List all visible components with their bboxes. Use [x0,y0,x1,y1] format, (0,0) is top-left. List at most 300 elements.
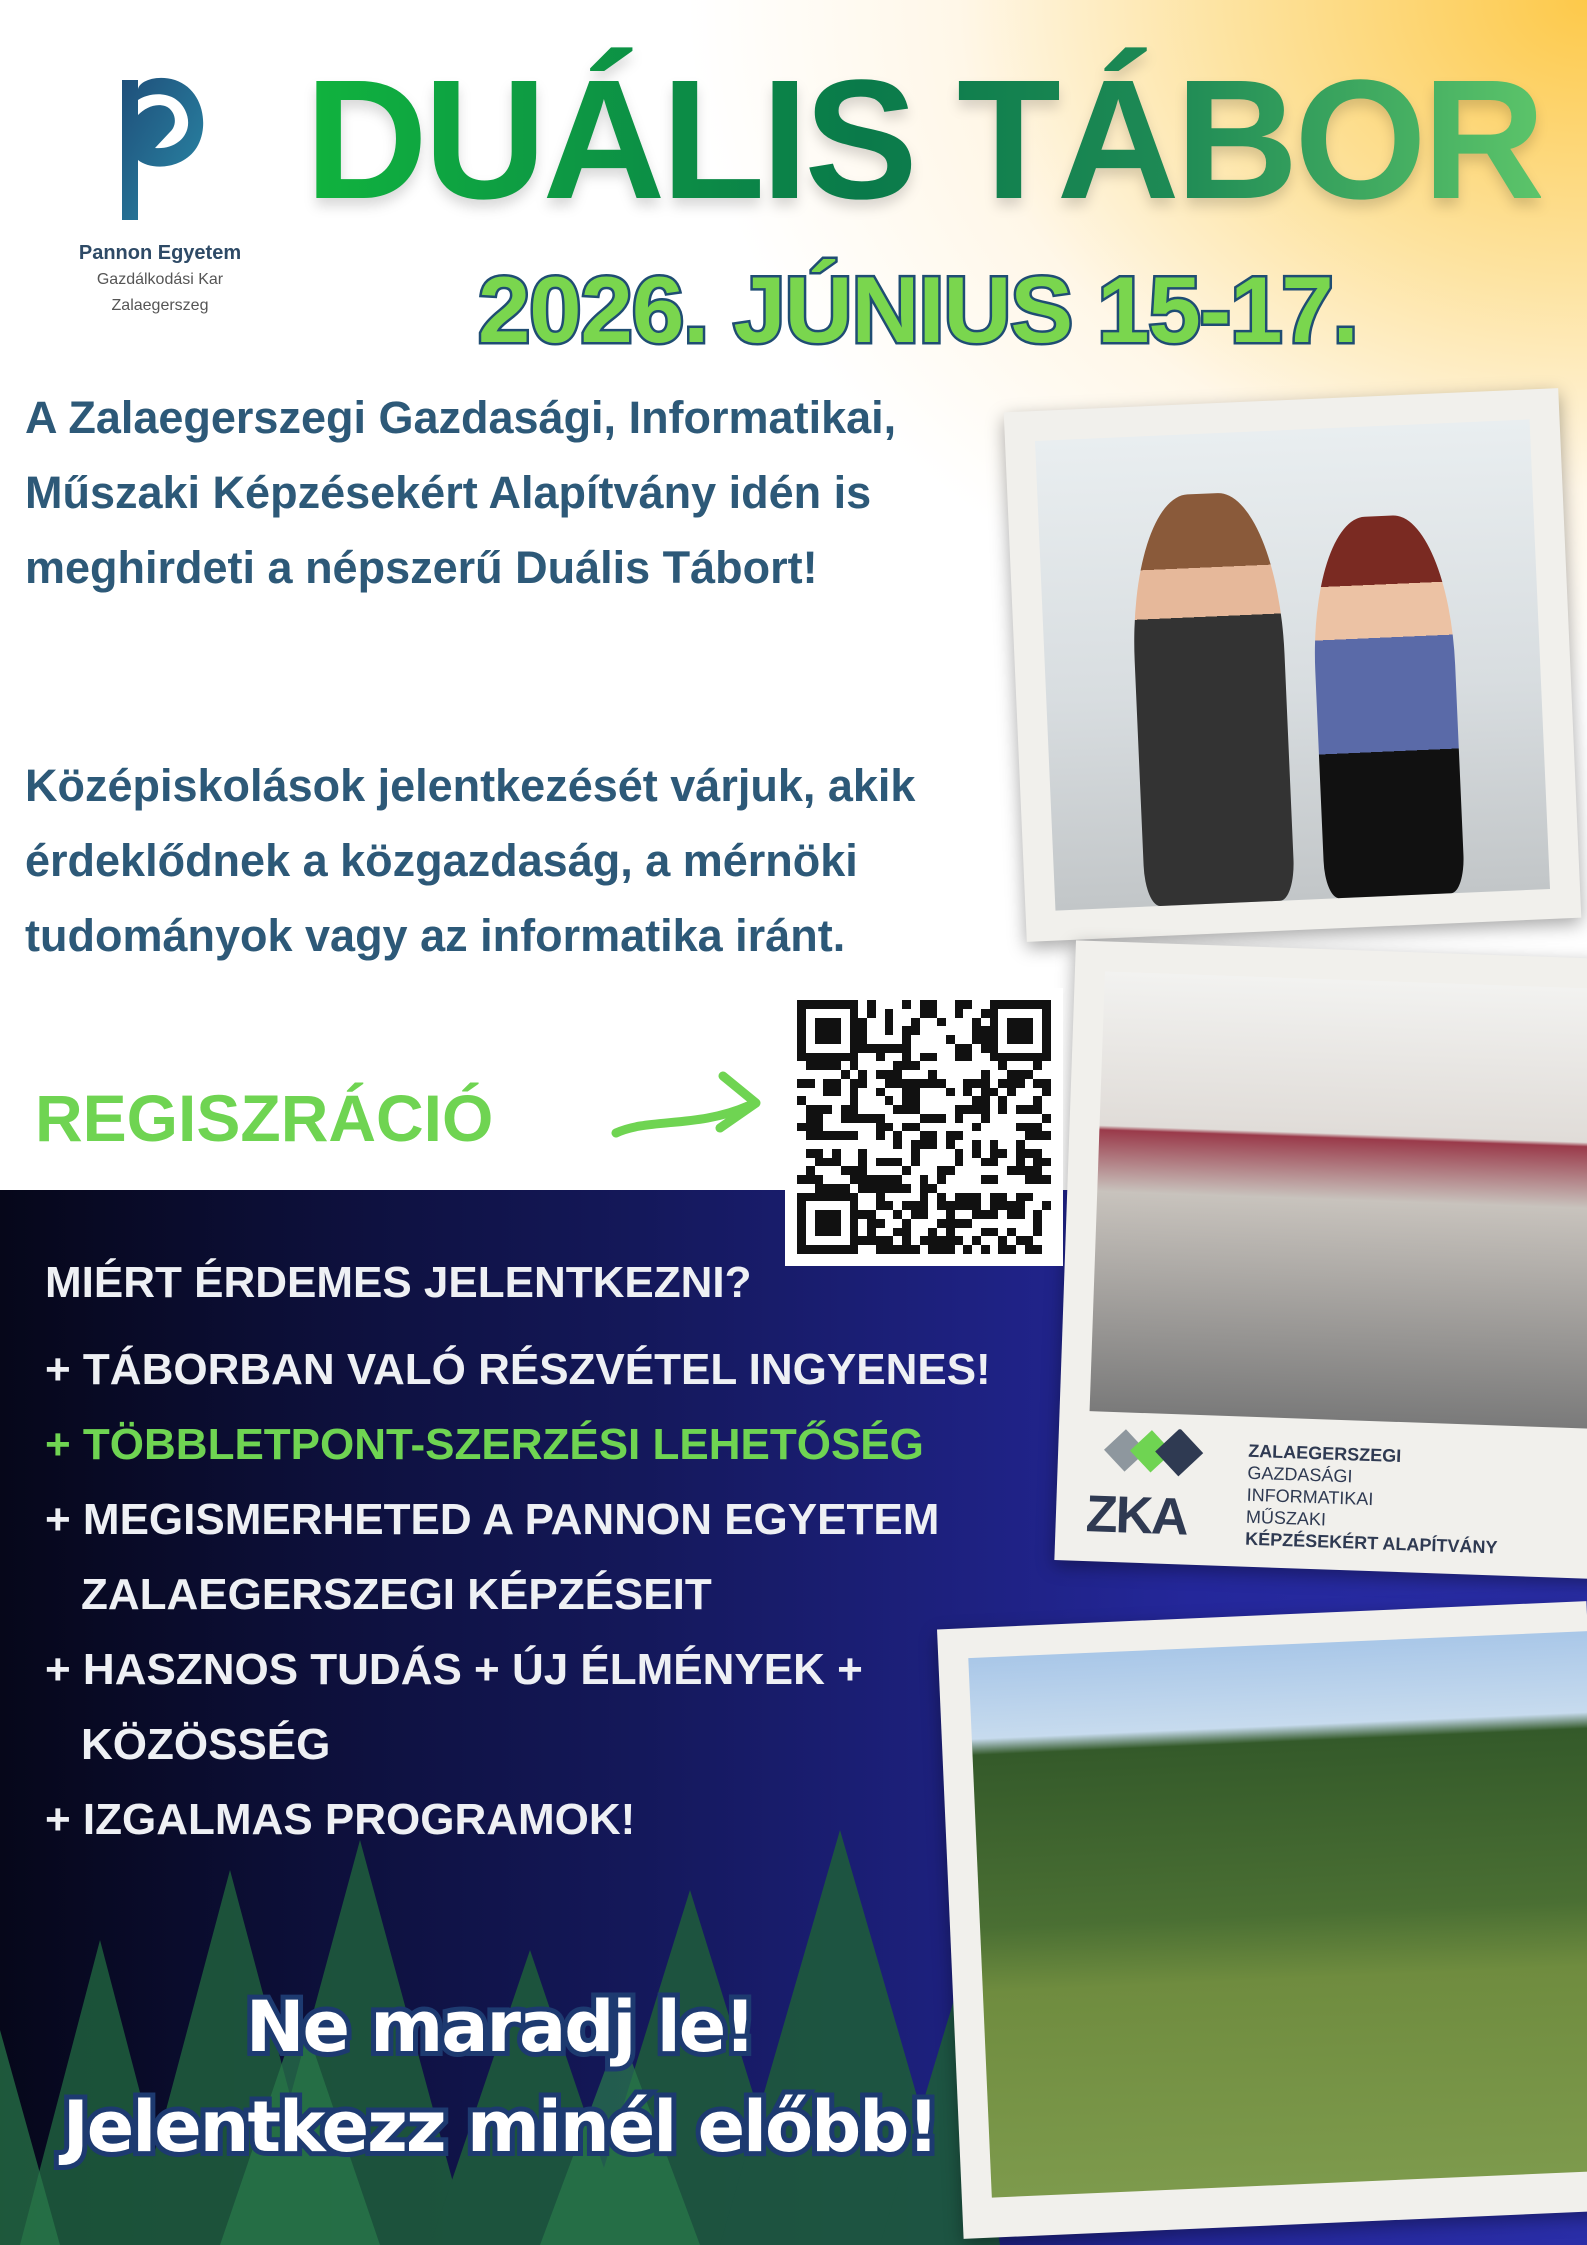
qr-module [1016,1193,1025,1202]
qr-module [858,1175,867,1184]
qr-module [823,1000,832,1009]
qr-module [972,1096,981,1105]
qr-module [981,1158,990,1167]
qr-module [1033,1123,1042,1132]
qr-module [911,1105,920,1114]
qr-module [1033,1061,1042,1070]
qr-module [797,1044,806,1053]
qr-module [1016,1236,1025,1245]
qr-module [955,1114,964,1123]
qr-module [1025,1026,1034,1035]
qr-module [1042,1114,1051,1123]
intro-paragraph-2: Középiskolások jelentkezését várjuk, akik érdeklődnek a közgazdaság, a mérnöki tudományok vagy az informatika iránt. [25,760,916,961]
qr-module [920,1079,929,1088]
pannon-p-icon [110,70,210,220]
qr-module [797,1009,806,1018]
qr-module [867,1219,876,1228]
qr-module [832,1149,841,1158]
qr-module [937,1219,946,1228]
photo-tug-of-war [937,1601,1587,2239]
qr-module [806,1193,815,1202]
qr-module [815,1035,824,1044]
qr-module [850,1035,859,1044]
qr-module [850,1088,859,1097]
qr-module [876,1193,885,1202]
qr-module [876,1053,885,1062]
qr-module [920,1184,929,1193]
qr-module [1007,1000,1016,1009]
qr-module [990,1053,999,1062]
qr-module [998,1149,1007,1158]
qr-module [1042,1158,1051,1167]
qr-module [823,1018,832,1027]
qr-module [963,1088,972,1097]
qr-module [981,1009,990,1018]
qr-module [815,1175,824,1184]
qr-module [955,1236,964,1245]
qr-module [972,1236,981,1245]
qr-module [990,1044,999,1053]
photo-two-students [1004,388,1582,942]
qr-module [850,1105,859,1114]
qr-module [902,1105,911,1114]
qr-module [946,1140,955,1149]
qr-module [911,1158,920,1167]
zka-line: ZALAEGERSZEGI [1247,1440,1402,1467]
qr-module [815,1018,824,1027]
qr-module [1042,1009,1051,1018]
qr-module [981,1228,990,1237]
qr-module [937,1236,946,1245]
qr-module [981,1070,990,1079]
qr-module [902,1061,911,1070]
qr-module [1033,1096,1042,1105]
qr-module [885,1044,894,1053]
qr-module [920,1009,929,1018]
qr-module [885,1070,894,1079]
zka-diamonds-icon [1097,1427,1229,1492]
qr-module [832,1184,841,1193]
benefit-item: + HASZNOS TUDÁS + ÚJ ÉLMÉNYEK + [45,1645,863,1694]
qr-module [1025,1236,1034,1245]
qr-module [990,1158,999,1167]
qr-module [876,1175,885,1184]
qr-module [928,1079,937,1088]
qr-module [998,1245,1007,1254]
qr-module [1033,1131,1042,1140]
qr-module [981,1044,990,1053]
qr-module [1033,1053,1042,1062]
qr-module [928,1131,937,1140]
qr-module [946,1131,955,1140]
qr-module [893,1061,902,1070]
qr-module [850,1236,859,1245]
qr-module [893,1079,902,1088]
qr-module [955,1201,964,1210]
qr-module [928,1228,937,1237]
qr-module [972,1140,981,1149]
qr-module [981,1088,990,1097]
qr-module [1007,1070,1016,1079]
qr-module [876,1236,885,1245]
benefits-heading: MIÉRT ÉRDEMES JELENTKEZNI? [45,1258,752,1307]
qr-module [841,1184,850,1193]
qr-module [990,1175,999,1184]
qr-module [902,1184,911,1193]
qr-module [1016,1201,1025,1210]
qr-module [858,1079,867,1088]
qr-module [981,1210,990,1219]
qr-module [850,1175,859,1184]
qr-module [841,1053,850,1062]
qr-module [885,1158,894,1167]
qr-module [990,1018,999,1027]
qr-module [823,1088,832,1097]
qr-module [797,1210,806,1219]
qr-module [920,1175,929,1184]
qr-module [990,1149,999,1158]
qr-module [876,1158,885,1167]
qr-module [937,1018,946,1027]
qr-module [963,1219,972,1228]
qr-module [990,1140,999,1149]
qr-module [902,1053,911,1062]
qr-module [806,1053,815,1062]
qr-module [1025,1166,1034,1175]
qr-module [946,1166,955,1175]
qr-module [893,1228,902,1237]
qr-module [937,1079,946,1088]
benefit-item: KÖZÖSSÉG [81,1720,331,1769]
qr-module [1042,1044,1051,1053]
qr-module [885,1096,894,1105]
qr-module [937,1201,946,1210]
qr-module [920,1131,929,1140]
qr-module [832,1079,841,1088]
qr-module [876,1184,885,1193]
qr-module [1033,1105,1042,1114]
qr-module [902,1166,911,1175]
qr-module [815,1158,824,1167]
qr-module [981,1096,990,1105]
qr-module [955,1193,964,1202]
registration-link[interactable]: REGISZRÁCIÓ [35,1081,494,1155]
qr-module [955,1219,964,1228]
qr-module [955,1044,964,1053]
registration-qr-code[interactable] [785,988,1063,1266]
qr-module [902,1236,911,1245]
qr-module [885,1175,894,1184]
qr-module [841,1166,850,1175]
qr-module [911,1088,920,1097]
qr-module [972,1079,981,1088]
qr-module [797,1000,806,1009]
qr-module [920,1114,929,1123]
qr-module [850,1018,859,1027]
zka-logo [1085,1426,1587,1563]
benefit-item: ZALAEGERSZEGI KÉPZÉSEIT [81,1570,712,1619]
qr-module [876,1131,885,1140]
qr-module [832,1131,841,1140]
benefit-item: + TÁBORBAN VALÓ RÉSZVÉTEL INGYENES! [45,1345,991,1394]
qr-module [981,1105,990,1114]
qr-module [858,1044,867,1053]
qr-module [850,1228,859,1237]
qr-module [946,1035,955,1044]
qr-module [867,1236,876,1245]
qr-module [1016,1018,1025,1027]
qr-module [902,1044,911,1053]
zka-line: MŰSZAKI [1245,1506,1327,1530]
qr-module [937,1166,946,1175]
qr-module [1025,1000,1034,1009]
qr-module [1033,1245,1042,1254]
qr-module [998,1201,1007,1210]
qr-module [797,1053,806,1062]
qr-module [832,1219,841,1228]
qr-module [928,1236,937,1245]
qr-module [823,1219,832,1228]
qr-module [893,1158,902,1167]
qr-module [867,1184,876,1193]
qr-module [797,1123,806,1132]
qr-module [876,1123,885,1132]
qr-module [911,1210,920,1219]
qr-module [797,1236,806,1245]
qr-module [832,1210,841,1219]
qr-module [920,1193,929,1202]
zka-abbr: ZKA [1084,1485,1188,1547]
qr-module [920,1210,929,1219]
qr-module [858,1210,867,1219]
qr-module [972,1201,981,1210]
qr-module [920,1140,929,1149]
qr-module [990,1193,999,1202]
qr-module [806,1149,815,1158]
qr-module [1033,1210,1042,1219]
qr-module [815,1105,824,1114]
qr-module [815,1228,824,1237]
qr-module [928,1000,937,1009]
qr-module [876,1219,885,1228]
qr-module [946,1219,955,1228]
qr-module [815,1219,824,1228]
qr-module [850,1219,859,1228]
qr-module [1007,1228,1016,1237]
qr-module [806,1175,815,1184]
qr-module [955,1131,964,1140]
arrow-right-icon [608,1048,768,1158]
qr-module [955,1158,964,1167]
qr-module [1016,1140,1025,1149]
qr-module [972,1026,981,1035]
qr-module [981,1035,990,1044]
qr-module [902,1228,911,1237]
qr-module [867,1175,876,1184]
qr-module [823,1105,832,1114]
qr-module [876,1088,885,1097]
qr-module [937,1193,946,1202]
qr-module [946,1088,955,1097]
qr-module [823,1053,832,1062]
qr-module [1042,1018,1051,1027]
qr-module [823,1026,832,1035]
benefits-list [45,1245,991,1857]
qr-module [946,1228,955,1237]
qr-module [972,1035,981,1044]
qr-module [806,1166,815,1175]
qr-module [823,1193,832,1202]
qr-module [832,1035,841,1044]
qr-module [850,1210,859,1219]
qr-module [841,1193,850,1202]
qr-module [998,1061,1007,1070]
qr-module [1016,1149,1025,1158]
qr-module [823,1061,832,1070]
qr-module [885,1026,894,1035]
qr-module [920,1053,929,1062]
qr-module [893,1184,902,1193]
qr-module [832,1193,841,1202]
qr-module [850,1201,859,1210]
qr-module [928,1053,937,1062]
qr-module [806,1061,815,1070]
qr-module [893,1131,902,1140]
qr-module [893,1210,902,1219]
qr-module [823,1131,832,1140]
qr-module [902,1123,911,1132]
qr-module [832,1000,841,1009]
qr-module [998,1096,1007,1105]
qr-module [850,1044,859,1053]
cta-line-2: Jelentkezz minél előbb! [62,2086,938,2168]
qr-module [955,1009,964,1018]
qr-module [1033,1166,1042,1175]
cta-line-1: Ne maradj le! [245,1986,755,2068]
qr-module [867,1210,876,1219]
logo-name: Pannon Egyetem [78,242,242,264]
qr-module [885,1201,894,1210]
qr-module [858,1035,867,1044]
qr-module [963,1201,972,1210]
qr-module [841,1070,850,1079]
qr-module [920,1000,929,1009]
qr-module [990,1000,999,1009]
qr-module [858,1070,867,1079]
qr-module [911,1140,920,1149]
qr-module [972,1123,981,1132]
qr-module [1033,1219,1042,1228]
qr-module [928,1009,937,1018]
qr-module [893,1140,902,1149]
qr-module [998,1193,1007,1202]
qr-module [990,1026,999,1035]
qr-module [1016,1070,1025,1079]
qr-module [815,1053,824,1062]
qr-module [841,1131,850,1140]
qr-module [885,1009,894,1018]
qr-module [885,1123,894,1132]
qr-module [841,1114,850,1123]
qr-module [806,1079,815,1088]
qr-module [963,1079,972,1088]
qr-module [955,1105,964,1114]
qr-module [972,1149,981,1158]
qr-module [858,1149,867,1158]
qr-module [998,1053,1007,1062]
qr-module [1042,1201,1051,1210]
zka-line: INFORMATIKAI [1246,1484,1374,1510]
qr-module [1042,1000,1051,1009]
qr-module [893,1070,902,1079]
qr-module [902,1026,911,1035]
qr-module [1016,1105,1025,1114]
qr-module [797,1201,806,1210]
qr-module [885,1079,894,1088]
qr-module [893,1044,902,1053]
qr-module [902,1088,911,1097]
qr-module [815,1193,824,1202]
qr-module [1016,1123,1025,1132]
qr-module [1007,1245,1016,1254]
event-date: 2026. JÚNIUS 15-17. [478,257,1358,362]
qr-module [1025,1070,1034,1079]
qr-module [1016,1053,1025,1062]
qr-module [990,1088,999,1097]
zka-line: KÉPZÉSEKÉRT ALAPÍTVÁNY [1244,1528,1498,1558]
qr-module [928,1070,937,1079]
qr-module [797,1035,806,1044]
qr-module [1007,1018,1016,1027]
qr-module [1025,1149,1034,1158]
qr-module [1007,1053,1016,1062]
photo-workshop-group [1054,940,1587,1579]
qr-module [972,1210,981,1219]
qr-module [963,1105,972,1114]
qr-module [1016,1035,1025,1044]
qr-module [850,1061,859,1070]
qr-module [832,1018,841,1027]
qr-module [832,1053,841,1062]
qr-module [928,1114,937,1123]
qr-module [937,1114,946,1123]
qr-module [1025,1018,1034,1027]
qr-module [902,1219,911,1228]
qr-module [998,1000,1007,1009]
qr-module [902,1000,911,1009]
qr-module [815,1149,824,1158]
qr-module [1033,1175,1042,1184]
benefit-item: + IZGALMAS PROGRAMOK! [45,1795,636,1844]
qr-module [911,1026,920,1035]
qr-module [911,1079,920,1088]
qr-module [1016,1026,1025,1035]
qr-module [1042,1088,1051,1097]
qr-module [850,1131,859,1140]
qr-module [1007,1035,1016,1044]
qr-module [876,1044,885,1053]
benefit-item: + TÖBBLETPONT-SZERZÉSI LEHETŐSÉG [45,1420,924,1469]
qr-module [981,1026,990,1035]
qr-module [1016,1166,1025,1175]
qr-module [832,1158,841,1167]
logo-faculty: Gazdálkodási Kar [96,271,224,288]
qr-module [972,1018,981,1027]
qr-module [1033,1149,1042,1158]
qr-module [1007,1026,1016,1035]
qr-module [858,1166,867,1175]
benefit-item: + MEGISMERHETED A PANNON EGYETEM [45,1495,940,1544]
